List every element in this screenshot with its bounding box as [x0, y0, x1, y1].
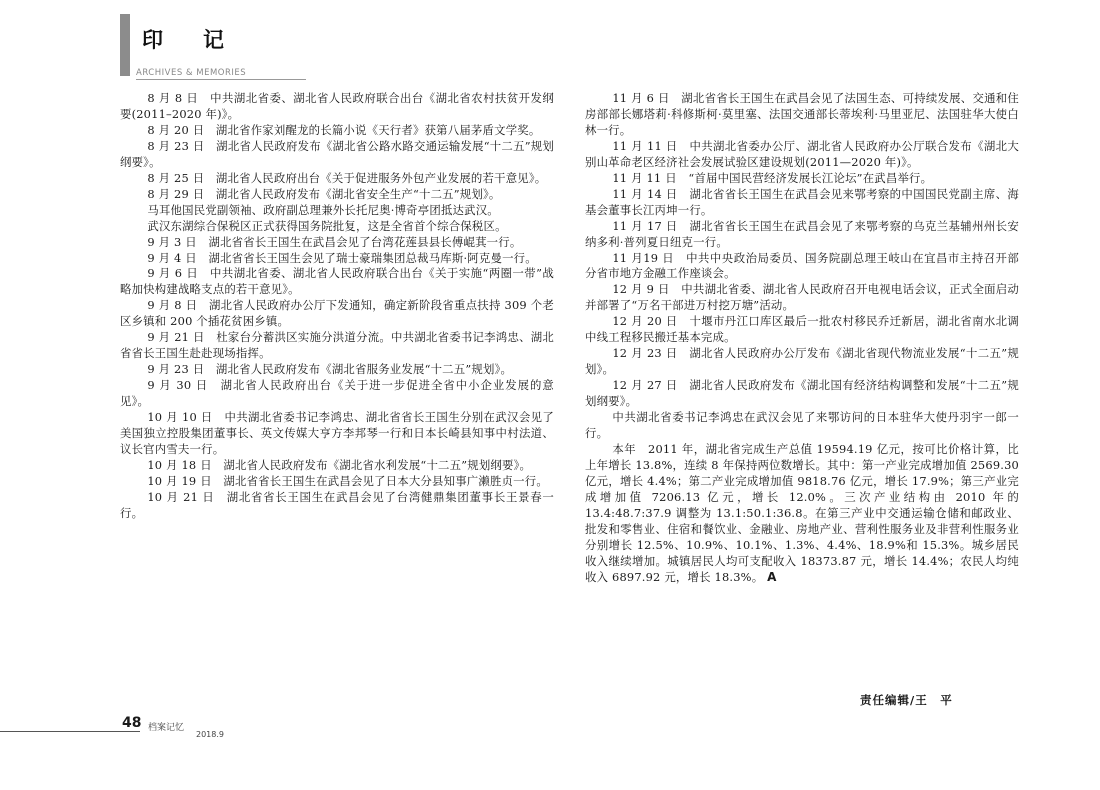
end-mark-icon: A — [767, 569, 777, 584]
chronicle-entry: 8 月 20 日 湖北省作家刘醒龙的长篇小说《天行者》获第八届茅盾文学奖。 — [147, 122, 541, 137]
chronicle-entry: 9 月 4 日 湖北省省长王国生会见了瑞士豪瑞集团总裁马库斯·阿克曼一行。 — [147, 250, 537, 265]
chronicle-entry: 8 月 8 日 中共湖北省委、湖北省人民政府联合出台《湖北省农村扶贫开发纲要(2011–2020 年)》。 — [120, 91, 554, 121]
header-divider — [136, 79, 306, 80]
chronicle-entry: 10 月 21 日 湖北省省长王国生在武昌会见了台湾健鼎集团董事长王景春一行。 — [120, 489, 554, 520]
chronicle-entry: 武汉东湖综合保税区正式获得国务院批复，这是全省首个综合保税区。 — [147, 218, 507, 233]
right-text-column — [585, 91, 1019, 586]
chronicle-entry: 10 月 10 日 中共湖北省委书记李鸿忠、湖北省省长王国生分别在武汉会见了美国独立控股集团董事长、英文传媒大亨方李邦琴一行和日本长崎县知事中村法道、议长官内雪夫一行。 — [120, 410, 554, 456]
chronicle-entry: 10 月 18 日 湖北省人民政府发布《湖北省水利发展“十二五”规划纲要》。 — [147, 457, 532, 472]
chronicle-entry: 11 月 14 日 湖北省省长王国生在武昌会见来鄂考察的中国国民党副主席、海基会董事长江丙坤一行。 — [585, 186, 1019, 217]
chronicle-entry: 9 月 30 日 湖北省人民政府出台《关于进一步促进全省中小企业发展的意见》。 — [120, 378, 554, 409]
chronicle-entry: 12 月 27 日 湖北省人民政府发布《湖北国有经济结构调整和发展“十二五”规划纲要》。 — [585, 378, 1019, 409]
chronicle-entry: 10 月 19 日 湖北省省长王国生在武昌会见了日本大分县知事广濑胜贞一行。 — [147, 473, 548, 488]
header-accent-bar — [120, 14, 130, 76]
chronicle-entry: 9 月 6 日 中共湖北省委、湖北省人民政府联合出台《关于实施“两圈一带”战略加快构建战略支点的若干意见》。 — [120, 266, 554, 297]
chronicle-entry: 11 月 6 日 湖北省省长王国生在武昌会见了法国生态、可持续发展、交通和住房部部长娜塔莉·科修斯柯·莫里塞、法国交通部长蒂埃利·马里亚尼、法国驻华大使白林一行。 — [585, 91, 1019, 137]
issue-date: 2018.9 — [196, 730, 224, 739]
chronicle-entry: 中共湖北省委书记李鸿忠在武汉会见了来鄂访问的日本驻华大使丹羽宇一郎一行。 — [585, 410, 1019, 441]
chronicle-entry: 12 月 20 日 十堰市丹江口库区最后一批农村移民乔迁新居，湖北省南水北调中线工程移民搬迁基本完成。 — [585, 314, 1019, 345]
page-number: 48 — [122, 715, 142, 731]
chronicle-entry: 8 月 29 日 湖北省人民政府发布《湖北省安全生产“十二五”规划》。 — [147, 186, 501, 201]
chronicle-entry: 11 月19 日 中共中央政治局委员、国务院副总理王岐山在宜昌市主持召开部分省市地方金融工作座谈会。 — [585, 250, 1019, 281]
publication-name: 档案记忆 — [148, 723, 185, 733]
left-text-column — [120, 91, 554, 522]
column-title: 印记 — [142, 27, 264, 52]
chronicle-entry: 9 月 23 日 湖北省人民政府发布《湖北省服务业发展“十二五”规划》。 — [147, 362, 513, 377]
chronicle-entry: 11 月 11 日 “首届中国民营经济发展长江论坛”在武昌举行。 — [612, 170, 933, 185]
footer-divider — [0, 731, 140, 732]
chronicle-entry: 11 月 11 日 中共湖北省委办公厅、湖北省人民政府办公厅联合发布《湖北大别山革命老区经济社会发展试验区建设规划(2011—2020 年)》。 — [585, 138, 1019, 169]
chronicle-entry: 12 月 9 日 中共湖北省委、湖北省人民政府召开电视电话会议，正式全面启动并部署了“万名干部进万村挖万塘”活动。 — [585, 282, 1019, 313]
chronicle-entry: 11 月 17 日 湖北省省长王国生在武昌会见了来鄂考察的乌克兰基辅州州长安纳多利·普列夏日纽克一行。 — [585, 218, 1019, 249]
chronicle-entry: 8 月 23 日 湖北省人民政府发布《湖北省公路水路交通运输发展“十二五”规划纲要》。 — [120, 138, 554, 169]
chronicle-entry: 9 月 8 日 湖北省人民政府办公厅下发通知，确定新阶段省重点扶持 309 个老区乡镇和 200 个插花贫困乡镇。 — [120, 298, 554, 329]
chronicle-entry: 12 月 23 日 湖北省人民政府办公厅发布《湖北省现代物流业发展“十二五”规划》。 — [585, 346, 1019, 377]
chronicle-entry: 9 月 3 日 湖北省省长王国生在武昌会见了台湾花莲县县长傅崐萁一行。 — [147, 234, 522, 249]
summary-text: 本年 2011 年，湖北省完成生产总值 19594.19 亿元，按可比价格计算，比上年增长 13.8%，连续 8 年保持两位数增长。其中：第一产业完成增加值 2569.30 亿元，增长 4.4%；第二产业完成增加值 9818.76 亿元，增长 17.9%；第三产业完成增加值 7206.13 亿元，增长 12.0%。三次产业结构由 2010 年的 13.4:48.7:37.9 调整为 13.1:50.1:36.8。在第三产业中交通运输仓储和邮政业、批发和零售业、住宿和餐饮业、金融业、房地产业、营利性服务业及非营利性服务业分别增长 12.5%、10.9%、10.1%、1.3%、4.4%、18.9%和 15.3%。城乡居民收入继续增加。城镇居民人均可支配收入 18373.87 元，增长 14.4%；农民人均纯收入 6897.92 元，增长 18.3%。 — [585, 441, 1019, 584]
chronicle-entry-summary — [585, 442, 1019, 586]
editor-credit: 责任编辑/王 平 — [860, 693, 953, 707]
chronicle-entry: 马耳他国民党副领袖、政府副总理兼外长托尼奥·博奇亭团抵达武汉。 — [147, 202, 499, 217]
chronicle-entry: 9 月 21 日 杜家台分蓄洪区实施分洪道分流。中共湖北省委书记李鸿忠、湖北省省长王国生赴赴现场指挥。 — [120, 330, 554, 361]
chronicle-entry: 8 月 25 日 湖北省人民政府出台《关于促进服务外包产业发展的若干意见》。 — [147, 170, 547, 185]
column-subtitle: ARCHIVES & MEMORIES — [136, 68, 247, 78]
